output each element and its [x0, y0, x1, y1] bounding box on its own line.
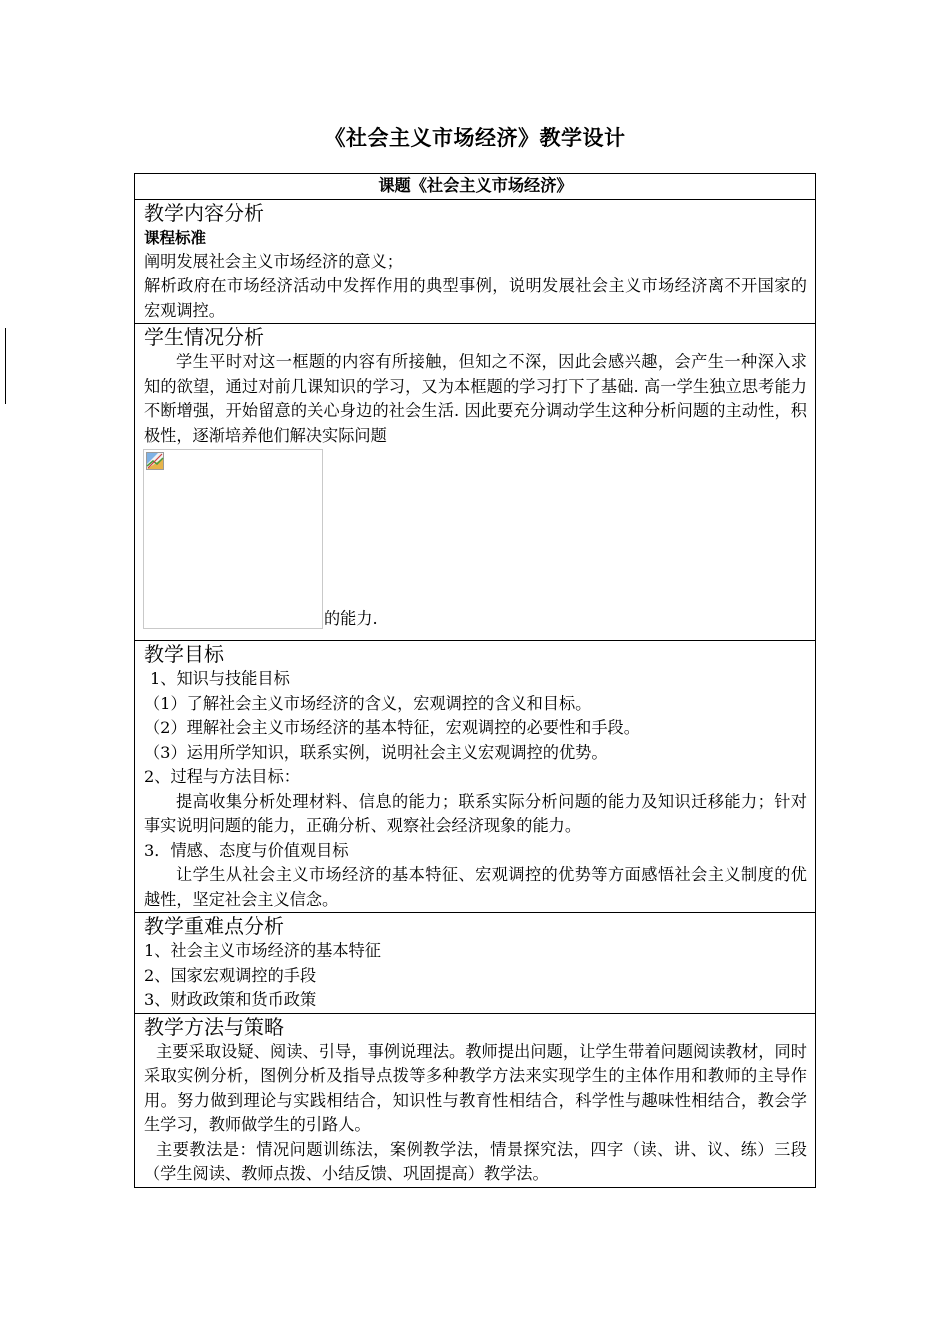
- process-text: 提高收集分析处理材料、信息的能力；联系实际分析问题的能力及知识迁移能力；针对事实说明问题的能力，正确分析、观察社会经济现象的能力。: [144, 791, 807, 835]
- objectives-row: [135, 641, 816, 913]
- topic-row: [135, 174, 816, 200]
- key-points-heading: 教学重难点分析: [144, 914, 284, 938]
- methods-paragraph: 主要教法是：情况问题训练法，案例教学法，情景探究法，四字（读、讲、议、练）三段（学生阅读、教师点拨、小结反馈、巩固提高）教学法。: [144, 1139, 807, 1183]
- content-analysis-cell: [135, 199, 816, 324]
- content-analysis-row: [135, 199, 816, 324]
- key-points-cell: [135, 913, 816, 1014]
- content-line: 阐明发展社会主义市场经济的意义；: [144, 251, 403, 271]
- key-points-row: [135, 913, 816, 1014]
- methods-cell: [135, 1013, 816, 1187]
- content-analysis-heading: 教学内容分析: [144, 200, 264, 225]
- key-point-item: 2、国家宏观调控的手段: [144, 965, 317, 985]
- knowledge-item: （3）运用所学知识，联系实例，说明社会主义宏观调控的优势。: [144, 742, 608, 762]
- image-line: [143, 449, 807, 629]
- broken-image-icon: [146, 452, 164, 470]
- objectives-heading: 教学目标: [144, 642, 224, 666]
- key-point-item: 3、财政政策和货币政策: [144, 990, 317, 1009]
- broken-image: [143, 449, 323, 629]
- emotion-text: 让学生从社会主义市场经济的基本特征、宏观调控的优势等方面感悟社会主义制度的优越性，坚定社会主义信念。: [144, 865, 807, 909]
- methods-row: [135, 1013, 816, 1187]
- document-title: 《社会主义市场经济》教学设计: [324, 126, 626, 150]
- topic-cell: 课题《社会主义市场经济》: [135, 174, 816, 200]
- student-analysis-heading: 学生情况分析: [144, 325, 264, 349]
- lesson-plan-table: [134, 173, 816, 1188]
- emotion-title: 3．情感、态度与价值观目标: [144, 840, 349, 860]
- objectives-cell: [135, 641, 816, 913]
- knowledge-item: （2）理解社会主义市场经济的基本特征，宏观调控的必要性和手段。: [144, 718, 640, 737]
- methods-paragraph: 主要采取设疑、阅读、引导，事例说理法。教师提出问题，让学生带着问题阅读教材，同时采取实例分析，图例分析及指导点拨等多种教学方法来实现学生的主体作用和教师的主导作用。努力做到理论与实践相结合，知识性与教育性相结合，科学性与趣味性相结合，教会学生学习，教师做学生的引路人。: [144, 1041, 807, 1134]
- methods-heading: 教学方法与策略: [144, 1014, 284, 1039]
- knowledge-title: 1、知识与技能目标: [150, 669, 290, 688]
- student-analysis-cell: [135, 324, 816, 641]
- key-point-item: 1、社会主义市场经济的基本特征: [144, 941, 381, 960]
- curriculum-standard-heading: 课程标准: [144, 228, 207, 247]
- content-line: 解析政府在市场经济活动中发挥作用的典型事例，说明发展社会主义市场经济离不开国家的宏观调控。: [144, 276, 807, 320]
- student-analysis-row: [135, 324, 816, 641]
- after-image-text: 的能力.: [324, 609, 378, 628]
- process-title: 2、过程与方法目标：: [144, 767, 300, 786]
- knowledge-item: （1）了解社会主义市场经济的含义，宏观调控的含义和目标。: [144, 693, 592, 713]
- student-analysis-paragraph: 学生平时对这一框题的内容有所接触，但知之不深，因此会感兴趣，会产生一种深入求知的欲望，通过对前几课知识的学习，又为本框题的学习打下了基础. 高一学生独立思考能力不断增强，开始留意的关心身边的社会生活. 因此要充分调动学生这种分析问题的主动性，积极性，逐渐培养他们解决实际问题: [144, 352, 807, 445]
- margin-rule: [5, 328, 6, 404]
